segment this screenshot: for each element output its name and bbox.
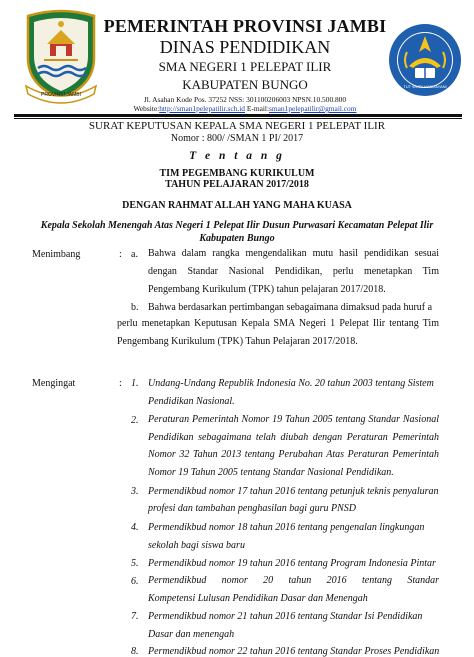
jambi-province-emblem bbox=[20, 8, 102, 102]
menimbang-text-b-wrap: perlu menetapkan Keputusan Kepala SMA Negeri 1 Pelepat Ilir tentang Tim Pengembang Kurikulum (TPK) Tahun Pelajaran 2017/2018. bbox=[117, 318, 439, 347]
mengingat-text-8: Permendikbud nomor 22 tahun 2016 tentang Standar Proses Pendidikan bbox=[148, 646, 440, 657]
email-label: E-mail: bbox=[246, 104, 270, 113]
mengingat-text-1-end: Pendidikan Nasional. bbox=[148, 396, 235, 407]
mengingat-text-2: Peraturan Pemerintah Nomor 19 Tahun 2005 tentang Standar Nasional Pendidikan sebagaimana telah diubah dengan Peraturan Pemerintah Nomor 32 Tahun 2013 tentang Perubahan Atas Peraturan Pemerintah bbox=[148, 414, 439, 460]
website-label: Website: bbox=[133, 104, 160, 113]
subject-line-1: TIM PEGEMBANG KURIKULUM bbox=[159, 168, 315, 179]
mengingat-mark-4: 4. bbox=[131, 522, 139, 533]
mengingat-mark-8: 8. bbox=[131, 646, 139, 657]
mengingat-mark-2: 2. bbox=[131, 415, 139, 426]
gov-title: PEMERINTAH PROVINSI JAMBI bbox=[103, 16, 387, 36]
tentang-heading: T e n t a n g bbox=[189, 150, 285, 162]
mengingat-text-3-end: profesi dan tambahan penghasilan bagi guru PNSD bbox=[148, 503, 356, 514]
mengingat-text-7-end: Dasar dan menengah bbox=[148, 629, 235, 640]
right-logo-text: TUT WURI HANDAYANI bbox=[403, 84, 447, 89]
menimbang-text-a: Bahwa dalam rangka mengendalikan mutu hasil pendidikan sesuai dengan Standar Nasional Pendidikan, perlu menetapkan Tim bbox=[148, 248, 439, 277]
email-link[interactable]: sman1pelepatilir@gmail.com bbox=[269, 104, 357, 113]
menimbang-text-a-end: Pengembang Kurikulum (TPK) tahun pelajaran 2017/2018. bbox=[148, 284, 386, 295]
regency-name: KABUPATEN BUNGO bbox=[182, 77, 308, 92]
decree-title: SURAT KEPUTUSAN KEPALA SMA NEGERI 1 PELEPAT ILIR bbox=[88, 120, 386, 132]
mengingat-text-6-end: Kompetensi Lulusan Pendidikan Dasar dan Menengah bbox=[148, 593, 368, 604]
intro-paragraph: Kepala Sekolah Menengah Atas Negeri 1 Pelepat Ilir Dusun Purwasari Kecamatan Pelepat Ilir Kabupaten Bungo bbox=[40, 220, 434, 244]
menimbang-mark-a: a. bbox=[131, 249, 138, 260]
mengingat-mark-6: 6. bbox=[131, 576, 139, 587]
menimbang-colon: : bbox=[119, 249, 122, 260]
mengingat-text-4-end: sekolah bagi siswa baru bbox=[148, 540, 245, 551]
school-address: Jl. Asahan Kode Pos. 37252 NSS: 301100206003 NPSN.10.500.800 bbox=[143, 95, 347, 104]
mengingat-text-2-end: Nomor 19 Tahun 2005 tentang Standar Nasional Pendidikan. bbox=[148, 467, 394, 478]
mengingat-text-1: Undang-Undang Republik Indonesia No. 20 tahun 2003 tentang Sistem bbox=[148, 378, 434, 389]
mengingat-mark-1: 1. bbox=[131, 378, 139, 389]
left-logo-text: PROVINSI JAMBI bbox=[40, 92, 82, 98]
school-name: SMA NEGERI 1 PELEPAT ILIR bbox=[158, 59, 332, 74]
header-rule-thick bbox=[14, 114, 462, 117]
office-title: DINAS PENDIDIKAN bbox=[159, 37, 331, 57]
website-link[interactable]: http://sman1pelepatilir.sch.id bbox=[159, 104, 245, 113]
mengingat-mark-5: 5. bbox=[131, 558, 139, 569]
menimbang-label: Menimbang bbox=[32, 249, 81, 260]
header-rule-thin bbox=[14, 118, 462, 119]
invocation: DENGAN RAHMAT ALLAH YANG MAHA KUASA bbox=[122, 200, 352, 211]
mengingat-mark-3: 3. bbox=[131, 486, 139, 497]
mengingat-text-3: Permendikbud nomor 17 tahun 2016 tentang petunjuk teknis penyaluran bbox=[148, 486, 439, 497]
mengingat-text-7: Permendikbud nomor 21 tahun 2016 tentang Standar Isi Pendidikan bbox=[148, 611, 423, 622]
menimbang-mark-b: b. bbox=[131, 302, 139, 313]
subject-line-2: TAHUN PELAJARAN 2017/2018 bbox=[165, 179, 309, 190]
contact-line bbox=[100, 104, 390, 113]
mengingat-label: Mengingat bbox=[32, 378, 76, 389]
mengingat-text-4: Permendikbud nomor 18 tahun 2016 tentang pengenalan lingkungan bbox=[148, 522, 425, 533]
mengingat-colon: : bbox=[119, 378, 122, 389]
mengingat-text-5: Permendikbud nomor 19 tahun 2016 tentang Program Indonesia Pintar bbox=[148, 558, 436, 569]
decree-number: Nomor : 800/ /SMAN 1 PI/ 2017 bbox=[170, 133, 304, 144]
mengingat-text-6: Permendikbud nomor 20 tahun 2016 tentang Standar bbox=[148, 575, 439, 586]
mengingat-mark-7: 7. bbox=[131, 611, 139, 622]
menimbang-text-b: Bahwa berdasarkan pertimbangan sebagaimana dimaksud pada huruf a bbox=[148, 302, 433, 313]
tut-wuri-handayani-emblem bbox=[387, 22, 463, 98]
